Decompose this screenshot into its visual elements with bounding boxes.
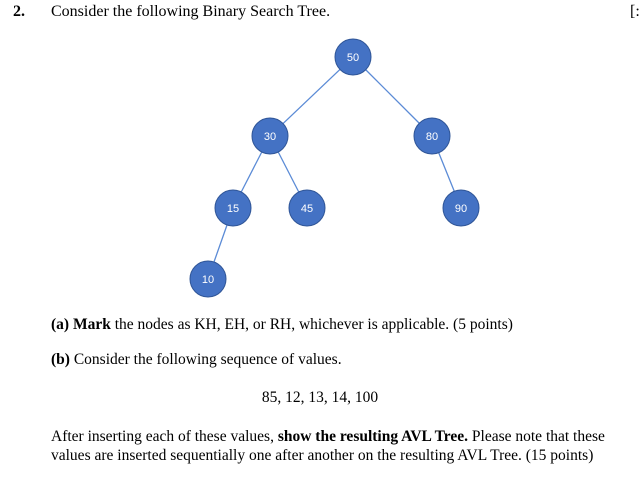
- tree-edge-50-30: [283, 69, 340, 123]
- tree-node-50: [335, 39, 371, 75]
- tree-node-label: 30: [263, 131, 277, 143]
- part-b-rest: Consider the following sequence of values.: [73, 351, 342, 368]
- part-a-rest: the nodes as KH, EH, or RH, whichever is applicable. (5 points): [114, 316, 513, 333]
- part-a-text: [51, 316, 513, 334]
- tree-edge-50-80: [366, 70, 420, 124]
- tree-node-30: [252, 118, 288, 154]
- tree-edge-80-90: [439, 153, 455, 192]
- tree-node-90: [443, 190, 479, 226]
- value-sequence: 85, 12, 13, 14, 100: [261, 389, 379, 406]
- part-a-label: (a): [51, 316, 70, 333]
- tree-edge-30-15: [241, 152, 262, 192]
- tree-node-15: [215, 190, 251, 226]
- question-prompt: Consider the following Binary Search Tree.: [51, 3, 331, 20]
- instruction-paragraph: [51, 427, 636, 465]
- tree-edge-15-10: [214, 225, 227, 262]
- tree-node-label: 15: [226, 203, 240, 215]
- cut-off-points-marker: [:: [630, 3, 640, 20]
- tree-edge-30-45: [278, 152, 299, 192]
- question-number: 2.: [13, 3, 25, 20]
- tree-node-label: 10: [201, 274, 215, 286]
- tree-node-45: [289, 190, 325, 226]
- tree-node-label: 50: [346, 52, 360, 64]
- part-b-text: [51, 351, 342, 369]
- instruction-line-1: [51, 427, 636, 446]
- tree-node-label: 90: [454, 203, 468, 215]
- instruction-post: Please note that these: [471, 428, 605, 445]
- tree-node-label: 80: [425, 131, 439, 143]
- tree-node-80: [414, 118, 450, 154]
- instruction-line-2: values are inserted sequentially one after another on the resulting AVL Tree. (15 points): [51, 447, 594, 464]
- instruction-pre: After inserting each of these values,: [51, 428, 274, 445]
- part-b-label: (b): [51, 351, 70, 368]
- part-a-bold: Mark: [72, 316, 111, 333]
- instruction-bold: show the resulting AVL Tree.: [277, 428, 469, 445]
- tree-node-label: 45: [300, 203, 314, 215]
- tree-node-10: [190, 261, 226, 297]
